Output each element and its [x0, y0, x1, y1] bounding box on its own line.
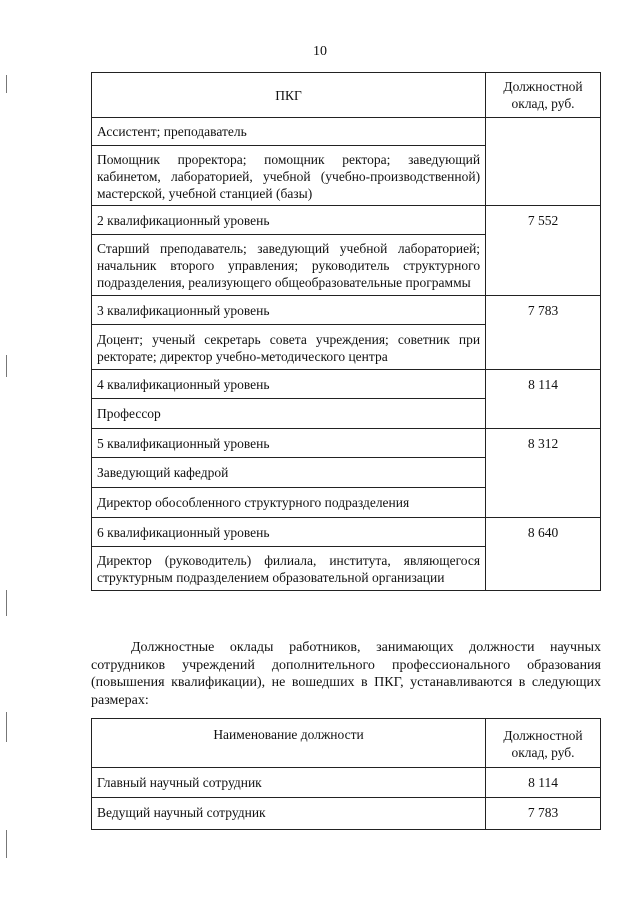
qualification-level-cell: 6 квалификационный уровень — [92, 518, 486, 547]
position-cell: Профессор — [92, 399, 486, 429]
salary-cell: 8 640 — [486, 518, 601, 591]
header-position-name: Наименование должности — [92, 719, 486, 768]
salary-cell-empty — [486, 118, 601, 206]
scan-artifact — [6, 712, 7, 742]
scan-artifact — [6, 830, 7, 858]
table-row — [92, 370, 601, 399]
salary-cell: 8 312 — [486, 429, 601, 518]
position-cell: Ведущий научный сотрудник — [92, 798, 486, 830]
header-salary: Должностной оклад, руб. — [486, 73, 601, 118]
scan-artifact — [6, 590, 7, 616]
position-cell: Главный научный сотрудник — [92, 768, 486, 798]
table-row — [92, 768, 601, 798]
scan-artifact — [6, 355, 7, 377]
table-row — [92, 206, 601, 235]
table-row — [92, 429, 601, 458]
table-header-row — [92, 73, 601, 118]
position-cell: Директор (руководитель) филиала, института, являющегося структурным подразделением образовательной организации — [92, 547, 486, 591]
position-cell: Доцент; ученый секретарь совета учреждения; советник при ректорате; директор учебно-методического центра — [92, 325, 486, 370]
salary-cell: 8 114 — [486, 768, 601, 798]
qualification-level-cell: 2 квалификационный уровень — [92, 206, 486, 235]
header-salary: Должностной оклад, руб. — [486, 719, 601, 768]
salary-cell: 7 783 — [486, 296, 601, 370]
page-number: 10 — [313, 44, 327, 59]
table-row — [92, 118, 601, 146]
header-pkg: ПКГ — [92, 73, 486, 118]
position-cell: Старший преподаватель; заведующий учебной лабораторией; начальник второго управления; руководитель структурного подразделения, реализующего общеобразовательные программы — [92, 235, 486, 296]
table-row — [92, 518, 601, 547]
table-row — [92, 798, 601, 830]
salary-cell: 7 552 — [486, 206, 601, 296]
position-cell: Директор обособленного структурного подразделения — [92, 488, 486, 518]
table-header-row — [92, 719, 601, 768]
salary-cell: 8 114 — [486, 370, 601, 429]
qualification-level-cell: 5 квалификационный уровень — [92, 429, 486, 458]
qualification-level-cell: 3 квалификационный уровень — [92, 296, 486, 325]
body-paragraph: Должностные оклады работников, занимающих должности научных сотрудников учреждений дополнительного профессионального образования (повышения квалификации), не вошедших в ПКГ, устанавливаются в следующих размерах: — [91, 640, 601, 708]
scan-artifact — [6, 75, 7, 93]
research-staff-salary-table — [91, 718, 601, 830]
position-cell: Заведующий кафедрой — [92, 458, 486, 488]
qualification-level-cell: 4 квалификационный уровень — [92, 370, 486, 399]
position-cell: Помощник проректора; помощник ректора; заведующий кабинетом, лабораторией, учебной (учебно-производственной) мастерской, учебной станцией (базы) — [92, 146, 486, 206]
table-row — [92, 296, 601, 325]
pkg-salary-table — [91, 72, 601, 591]
salary-cell: 7 783 — [486, 798, 601, 830]
position-cell: Ассистент; преподаватель — [92, 118, 486, 146]
